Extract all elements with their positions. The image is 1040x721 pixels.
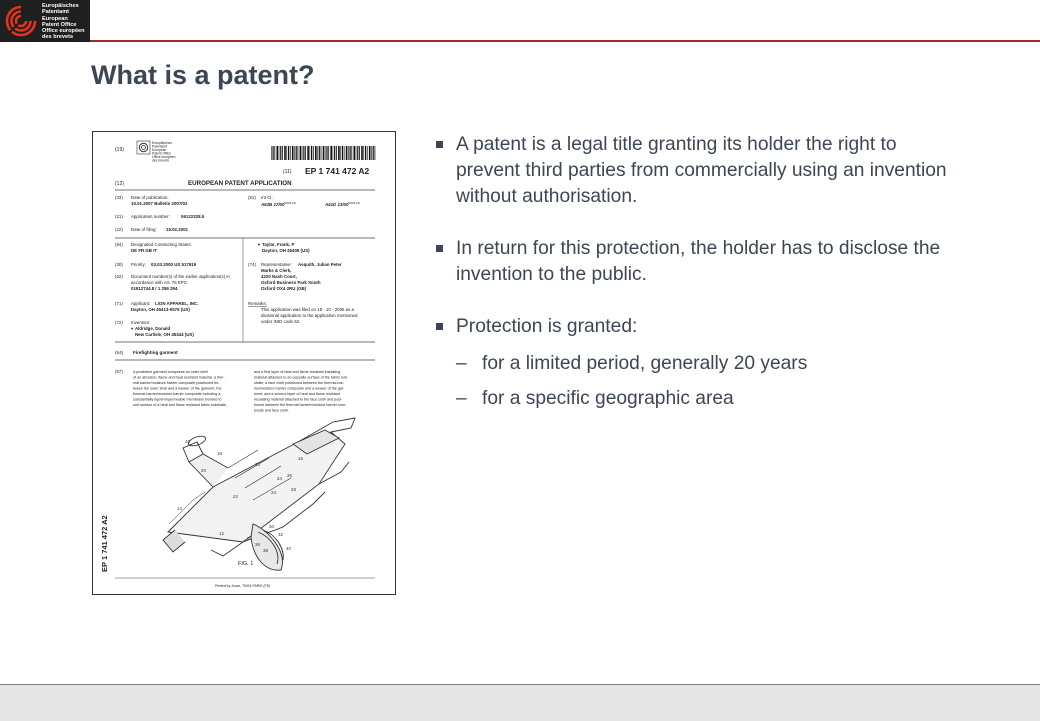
reference-numeral: 38 (263, 548, 268, 553)
abstract-line: one surface of a heat and flame resistant fabric substrate, (133, 403, 228, 407)
bullet-text: A patent is a legal title granting its holder the right to prevent third parties from commercially using an invention without authorisation. (456, 134, 947, 207)
inid-code: (54) (115, 350, 124, 355)
reference-numeral: 34 (247, 536, 252, 541)
reference-numeral: 40 (286, 546, 291, 551)
square-bullet-icon (436, 245, 443, 252)
reference-numeral: 32 (278, 532, 283, 537)
dash-bullet-icon: – (456, 353, 467, 374)
abstract-line: substantially liquid-impermeable membrane bonded to (133, 397, 222, 402)
figure-label: FIG. 1 (238, 561, 254, 567)
reference-numeral: 18 (217, 451, 222, 456)
field-label: Date of filing: (131, 227, 157, 232)
inid-code: (51) (248, 195, 256, 200)
inid-code: (19) (115, 147, 124, 153)
invention-title: Firefighting garment (133, 350, 178, 355)
inid-code: (74) (248, 262, 256, 267)
representative-address: 4220 Nash Court, (261, 274, 297, 279)
square-bullet-icon (436, 141, 443, 148)
inid-code: (62) (115, 274, 123, 279)
bullet-text: In return for this protection, the holder has to disclose the invention to the public. (456, 238, 941, 285)
bullet-item (436, 314, 956, 340)
patent-document-image (92, 131, 396, 595)
field-label: Date of publication: (131, 195, 169, 200)
bullet-item (436, 132, 956, 210)
footer-bar (0, 684, 1040, 721)
abstract-line: of an abrasion, flame and heat resistant material, a ther- (133, 375, 225, 380)
printer-note: Printed by Jouve, 75001 PARIS (FR) (215, 584, 271, 588)
field-label: Inventors: (131, 320, 151, 325)
side-publication-number: EP 1 741 472 A2 (100, 515, 109, 572)
field-label: accordance with Art. 76 EPC: (131, 280, 189, 285)
field-label: Application number: (131, 214, 170, 219)
abstract-line: insulating material attached to the face cloth and posi- (254, 397, 343, 402)
reference-numeral: 24 (277, 476, 282, 481)
classification-version: (2006.01) (284, 201, 296, 205)
representative-name: Asquith, Julian Peter (298, 262, 342, 267)
inid-code: (22) (115, 227, 123, 232)
epo-logo (0, 0, 90, 42)
classification-version: (2006.01) (348, 201, 360, 205)
abstract-line: material attached to an opposite surface of the fabric sub- (254, 375, 349, 380)
reference-numeral: 10 (185, 439, 190, 444)
abstract-line: strate; a face cloth positioned between the thermal bar- (254, 381, 344, 385)
field-label: Applicant: (131, 301, 151, 306)
inid-code: (43) (115, 195, 123, 200)
abstract-line: ment; and a second layer of heat and flame resistant (254, 392, 340, 396)
inventor-name: Taylor, Frank, P (262, 242, 295, 247)
inventor-address: Dayton, OH 45409 (US) (262, 248, 310, 253)
abstract-line: posite and face cloth. (254, 408, 289, 413)
reference-numeral: 26 (287, 473, 292, 478)
filing-date: 15.02.2001 (166, 227, 188, 232)
inid-code: (72) (115, 320, 123, 325)
reference-numeral: 24 (271, 490, 276, 495)
inid-code: (57) (115, 369, 123, 374)
epo-logo-text: Europäisches Patentamt European Patent Office Office européen des brevets (42, 3, 85, 41)
reference-numeral: 28 (291, 487, 296, 492)
parent-application: 01912744.8 / 1 259 294 (131, 286, 178, 291)
remarks-text: divisional application to the application mentioned (261, 313, 358, 318)
barcode (271, 146, 375, 160)
classification: A62B 17/00 (261, 202, 285, 207)
abstract-line: A protective garment comprises an outer shell (133, 370, 208, 374)
sub-bullet-text: for a specific geographic area (482, 388, 734, 409)
abstract-line: rier/moisture barrier composite and a wearer of the gar- (254, 386, 345, 391)
field-label: Designated Contracting States: (131, 242, 192, 247)
inid-code: (12) (115, 181, 124, 187)
field-label: Document number(s) of the earlier application(s) in (131, 274, 230, 279)
reference-numeral: 24 (255, 462, 260, 467)
bullet-list (436, 132, 956, 412)
field-label: Priority: (131, 262, 146, 267)
dash-bullet-icon: – (456, 388, 467, 409)
sub-bullet-text: for a limited period, generally 20 years (482, 353, 808, 374)
abstract-line: mal barrier/moisture barrier composite positioned be- (133, 381, 220, 385)
document-logo-text: European (152, 148, 167, 152)
representative-address: Oxford OX4 2RU (GB) (261, 286, 307, 291)
designated-states: DE FR GB IT (131, 248, 158, 253)
document-logo-text: Europäisches (152, 141, 172, 145)
applicant-address: Dayton, OH 45413-0576 (US) (131, 307, 190, 312)
reference-numeral: 22 (233, 494, 238, 499)
abstract-line: and a first layer of heat and flame resistant insulating (254, 370, 341, 374)
garment-figure (163, 418, 355, 570)
publication-number: EP 1 741 472 A2 (305, 166, 370, 176)
representative-address: Marks & Clerk, (261, 268, 292, 273)
document-type: EUROPEAN PATENT APPLICATION (188, 180, 292, 187)
sub-bullet-item (436, 351, 956, 377)
remarks-text: under INID code 62. (261, 319, 301, 324)
reference-numeral: 14 (177, 506, 182, 511)
bullet-text: Protection is granted: (456, 316, 638, 337)
inid-code: (71) (115, 301, 123, 306)
sub-bullet-item (436, 386, 956, 412)
field-label: Int Cl.: (261, 195, 274, 200)
remarks-text: This application was filed on 18 - 10 - 2006 as a (261, 307, 354, 312)
field-label: Remarks: (248, 301, 267, 306)
reference-numeral: 16 (298, 456, 303, 461)
reference-numeral: 36 (255, 542, 260, 547)
document-logo-text: des brevets (152, 158, 170, 163)
abstract-line: tween the outer shell and a wearer of the garment, the (133, 386, 222, 391)
field-label: Representative: (261, 262, 292, 267)
abstract-line: thermal barrier/moisture barrier composite including a (133, 392, 221, 396)
inid-code: (30) (115, 262, 123, 267)
classification: A41D 13/00 (325, 202, 349, 207)
epo-swirl-icon (4, 4, 38, 38)
inid-code: (84) (115, 242, 123, 247)
slide-title: What is a patent? (91, 60, 315, 90)
header-rule (90, 40, 1040, 42)
bullet-item (436, 236, 956, 288)
inid-code: (11) (283, 169, 292, 175)
reference-numeral: 20 (201, 468, 206, 473)
publication-date: 10.01.2007 Bulletin 2007/02 (131, 201, 188, 206)
abstract-line: tioned between the thermal barrier/moisture barrier com- (254, 403, 347, 407)
document-logo-text: Office européen (152, 155, 176, 159)
document-logo-text: Patentamt (152, 144, 168, 149)
inventor-name: Aldridge, Donald (135, 326, 171, 331)
document-logo-text: Patent Office (152, 151, 171, 156)
application-number: 06122328.5 (181, 214, 205, 219)
applicant-name: LION APPAREL, INC. (155, 301, 199, 306)
square-bullet-icon (436, 323, 443, 330)
representative-address: Oxford Business Park South (261, 280, 321, 285)
priority: 03.03.2000 US 517919 (151, 262, 197, 267)
patent-document-drawing (93, 132, 395, 594)
reference-numeral: 12 (219, 531, 224, 536)
inid-code: (21) (115, 214, 123, 219)
inventor-address: New Carlisle, OH 45344 (US) (135, 332, 194, 337)
reference-numeral: 30 (269, 524, 274, 529)
